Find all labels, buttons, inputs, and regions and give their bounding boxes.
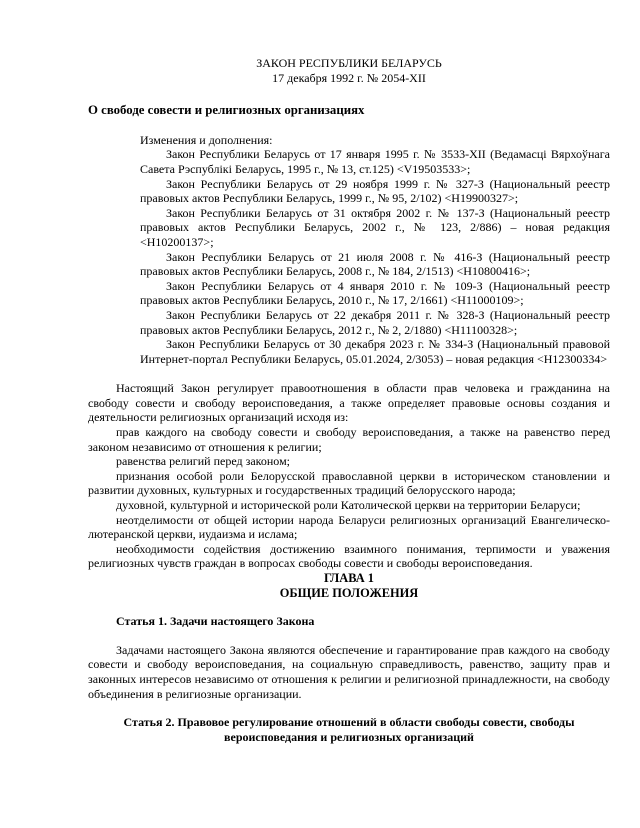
- amendment-item: Закон Республики Беларусь от 29 ноября 1999 г. № 327-З (Национальный реестр правовых актов Республики Беларусь, 1999 г., № 95, 2/102) <Н19900327>;: [140, 176, 610, 206]
- amendment-item: Закон Республики Беларусь от 21 июля 2008 г. № 416-З (Национальный реестр правовых актов Республики Беларусь, 2008 г., № 184, 2/1513) <Н10800416>;: [140, 249, 610, 279]
- preamble-paragraph: неотделимости от общей истории народа Беларуси религиозных организаций Евангелическо-лютеранской церкви, иудаизма и ислама;: [88, 512, 610, 542]
- amendment-item: Закон Республики Беларусь от 4 января 2010 г. № 109-З (Национальный реестр правовых актов Республики Беларусь, 2010 г., № 17, 2/1661) <Н11000109>;: [140, 278, 610, 308]
- amendment-item: Закон Республики Беларусь от 17 января 1995 г. № 3533-XII (Ведамасці Вярхоўнага Савета Рэспублікі Беларусь, 1995 г., № 13, ст.125) <V19503533>;: [140, 147, 610, 176]
- article-1-heading: Статья 1. Задачи настоящего Закона: [116, 614, 315, 629]
- amendment-item: Закон Республики Беларусь от 22 декабря 2011 г. № 328-З (Национальный реестр правовых актов Республики Беларусь, 2012 г., № 2, 2/1880) <Н11100328>;: [140, 307, 610, 337]
- preamble-block: [88, 381, 610, 571]
- law-title-line: ЗАКОН РЕСПУБЛИКИ БЕЛАРУСЬ: [256, 56, 442, 70]
- chapter-name: ОБЩИЕ ПОЛОЖЕНИЯ: [279, 585, 419, 600]
- article-2-heading: Статья 2. Правовое регулирование отношений в области свободы совести, свободы вероисповедания и религиозных организаций: [123, 715, 575, 744]
- article-1-body: [88, 643, 610, 701]
- doc-title: О свободе совести и религиозных организациях: [88, 103, 365, 118]
- preamble-paragraph: необходимости содействия достижению взаимного понимания, терпимости и уважения религиозных чувств граждан в вопросах свободы совести и свободы вероисповедания.: [88, 541, 610, 571]
- amendments-label: Изменения и дополнения:: [140, 132, 273, 147]
- chapter-heading: [88, 571, 610, 600]
- doc-header: [88, 56, 610, 85]
- amendment-item: Закон Республики Беларусь от 30 декабря 2023 г. № 334-З (Национальный правовой Интернет-портал Республики Беларусь, 05.01.2024, 2/3053) – новая редакция <Н12300334>: [140, 337, 610, 366]
- preamble-paragraph: Настоящий Закон регулирует правоотношения в области прав человека и гражданина на свободу совести и свободу вероисповедания, а также определяет правовые основы создания и деятельности религиозных организаций исходя из:: [88, 381, 610, 425]
- law-date-number-line: 17 декабря 1992 г. № 2054-XII: [272, 70, 426, 85]
- amendment-item: Закон Республики Беларусь от 31 октября 2002 г. № 137-З (Национальный реестр правовых актов Республики Беларусь, 2002 г., № 123, 2/886) – новая редакция <Н10200137>;: [140, 205, 610, 249]
- article-1-paragraph: Задачами настоящего Закона являются обеспечение и гарантирование прав каждого на свободу совести и свободу вероисповедания, на социальную справедливость, равенство, защиту прав и законных интересов независимо от отношения к религии и религиозной принадлежности, на свободу объединения в религиозные организации.: [88, 642, 610, 701]
- preamble-paragraph: прав каждого на свободу совести и свободу вероисповедания, а также на равенство перед законом независимо от отношения к религии;: [88, 425, 610, 454]
- preamble-paragraph: духовной, культурной и исторической роли Католической церкви на территории Беларуси;: [116, 498, 581, 513]
- chapter-number: ГЛАВА 1: [324, 571, 374, 585]
- amendments-block: [140, 133, 610, 367]
- preamble-paragraph: признания особой роли Белорусской православной церкви в историческом становлении и развитии духовных, культурных и государственных традиций белорусского народа;: [88, 468, 610, 498]
- preamble-paragraph: равенства религий перед законом;: [116, 454, 291, 469]
